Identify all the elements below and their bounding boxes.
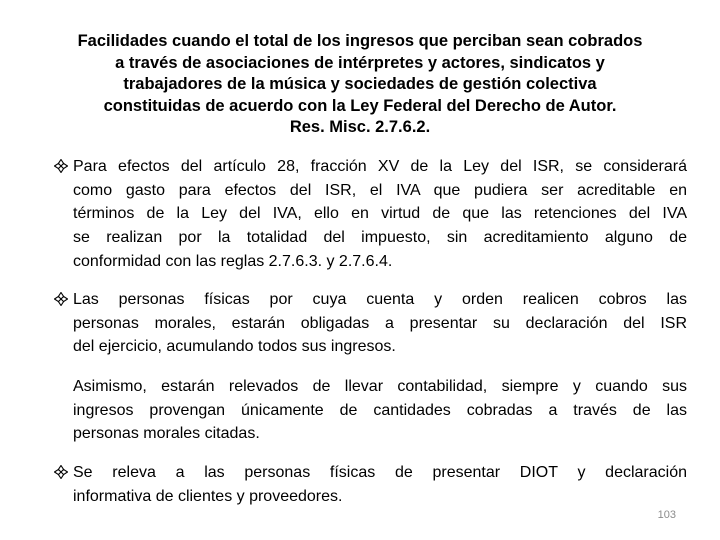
four-diamond-star-icon (54, 292, 68, 306)
four-diamond-star-icon (54, 159, 68, 173)
paragraph-line: Asimismo, estarán relevados de llevar contabilidad, siempre y cuando sus (73, 378, 687, 395)
bullet-line: Las personas físicas por cuya cuenta y orden realicen cobros las (73, 291, 687, 308)
title-line: trabajadores de la música y sociedades de gestión colectiva (123, 75, 597, 94)
bullet-text (73, 288, 687, 359)
title-line: constituidas de acuerdo con la Ley Federal del Derecho de Autor. (103, 96, 617, 115)
bullet-line: Se releva a las personas físicas de presentar DIOT y declaración (73, 464, 687, 481)
bullet-line: del ejercicio, acumulando todos sus ingresos. (73, 338, 396, 356)
bullet-line: términos de la Ley del IVA, ello en virtud de que las retenciones del IVA (73, 205, 687, 223)
bullet-line: personas morales, estarán obligadas a presentar su declaración del ISR (73, 314, 687, 332)
title-line: a través de asociaciones de intérpretes y actores, sindicatos y (115, 53, 605, 72)
bullet-line: informativa de clientes y proveedores. (73, 487, 343, 505)
bullet-text (73, 155, 687, 274)
bullet-line: se realizan por la totalidad del impuesto, sin acreditamiento alguno de (73, 229, 687, 247)
paragraph-line: personas morales citadas. (73, 425, 260, 443)
bullet-text (73, 461, 687, 508)
page-number: 103 (657, 509, 676, 521)
bullet-line: conformidad con las reglas 2.7.6.3. y 2.7.6.4. (73, 252, 393, 270)
title-line: Res. Misc. 2.7.6.2. (289, 118, 431, 137)
four-diamond-star-icon (54, 465, 68, 479)
paragraph-text (73, 375, 687, 446)
slide-title (40, 31, 680, 139)
bullet-line: como gasto para efectos del ISR, el IVA que pudiera ser acreditable en (73, 181, 687, 199)
bullet-line: Para efectos del artículo 28, fracción XV de la Ley del ISR, se considerará (73, 158, 687, 175)
title-line: Facilidades cuando el total de los ingresos que perciban sean cobrados (77, 32, 643, 50)
paragraph-line: ingresos provengan únicamente de cantidades cobradas a través de las (73, 401, 687, 419)
